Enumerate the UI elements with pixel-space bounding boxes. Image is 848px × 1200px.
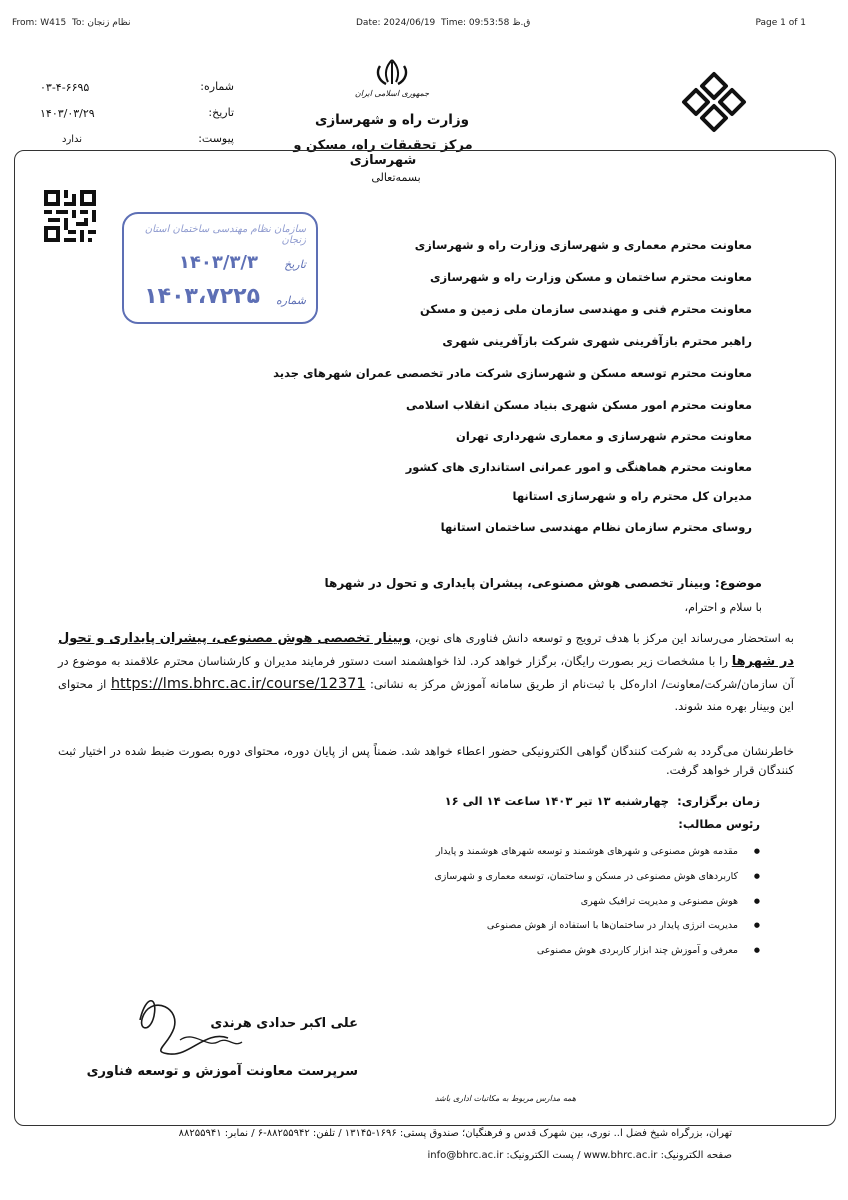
- stamp-org: سازمان نظام مهندسی ساختمان استان زنجان: [144, 224, 306, 246]
- qr-code: [44, 190, 96, 242]
- footer-email[interactable]: info@bhrc.ac.ir: [427, 1150, 504, 1161]
- para1-body: را با مشخصات زیر بصورت رایگان، برگزار خواهد کرد. لذا خواهشمند است دستور فرمایند مدیران و کارشناسان محترم علاقمند به موضوع در آن سازمان/شرکت/معاونت/ اداره‌کل با ثبت‌نام از طریق سامانه آموزش مرکز به نشانی:: [58, 654, 794, 691]
- fax-date-text: Date: 2024/06/19: [356, 18, 436, 28]
- footer-web-label: صفحه الکترونیک:: [660, 1150, 732, 1161]
- recipient-line: روسای محترم سازمان نظام مهندسی ساختمان استانها: [440, 520, 752, 534]
- body-paragraph-1: [58, 627, 794, 717]
- footer-email-label: / پست الکترونیک:: [506, 1150, 581, 1161]
- center-name: مرکز تحقیقات راه، مسکن و شهرسازی: [293, 138, 473, 168]
- received-stamp: [122, 212, 318, 324]
- attachment-label: پیوست:: [198, 132, 234, 145]
- stamp-number-value: ۱۴۰۳،۷۲۲۵: [144, 284, 260, 309]
- fax-date: [356, 18, 530, 28]
- event-time: [445, 794, 760, 808]
- number-value: ۰۳-۴-۶۶۹۵: [40, 81, 90, 94]
- iran-emblem-icon: [372, 58, 412, 88]
- ministry-name: وزارت راه و شهرسازی: [314, 112, 470, 128]
- fax-ampm-text: ق.ظ: [512, 18, 531, 28]
- topics-label: رئوس مطالب:: [678, 817, 760, 831]
- stamp-date-value: ۱۴۰۳/۳/۳: [178, 252, 258, 273]
- body-paragraph-2: خاطرنشان می‌گردد به شرکت کنندگان گواهی الکترونیکی حضور اعطاء خواهد شد. ضمناً پس از پایان دوره، محتوای دوره بصورت ضبط شده در اختیار ثبت کنندگان قرار خواهد گرفت.: [58, 744, 794, 777]
- topic-item: ● مقدمه هوش مصنوعی و شهرهای هوشمند و توسعه شهرهای هوشمند و پایدار: [436, 846, 738, 857]
- basmala: بسمه‌تعالی: [371, 171, 421, 184]
- recipient-line: معاونت محترم معماری و شهرسازی وزارت راه و شهرسازی: [414, 238, 752, 252]
- topic-item: ● معرفی و آموزش چند ابزار کاربردی هوش مصنوعی: [537, 945, 738, 956]
- para1-end: از محتوای این وبینار بهره مند شوند.: [58, 677, 794, 713]
- webinar-title: وبینار تخصصی هوش مصنوعی، پیشران پایداری و تحول در شهرها: [58, 631, 794, 669]
- fax-to-text: To: نظام زنجان: [72, 18, 131, 28]
- recipient-line: معاونت محترم هماهنگی و امور عمرانی استانداری های کشور: [405, 460, 752, 474]
- registration-link[interactable]: https://lms.bhrc.ac.ir/course/12371: [110, 676, 366, 692]
- topic-item: ● مدیریت انرژی پایدار در ساختمان‌ها با استفاده از هوش مصنوعی: [487, 920, 738, 931]
- footer-website[interactable]: www.bhrc.ac.ir: [583, 1150, 658, 1161]
- signer-title: سرپرست معاونت آموزش و توسعه فناوری: [86, 1064, 358, 1079]
- number-label: شماره:: [200, 80, 234, 93]
- bottom-note: همه مدارس مربوط به مکاتبات اداری باشد: [434, 1094, 576, 1103]
- emblem-caption: جمهوری اسلامی ایران: [354, 89, 430, 98]
- recipient-line: معاونت محترم شهرسازی و معماری شهرداری تهران: [456, 429, 752, 443]
- event-time-label: زمان برگزاری:: [677, 794, 760, 808]
- para1-intro: به استحضار می‌رساند این مرکز با هدف ترویج و توسعه دانش فناوری های نوین،: [410, 631, 795, 645]
- fax-from-text: From: W415: [12, 18, 67, 28]
- attachment-value: ندارد: [62, 134, 83, 145]
- stamp-date-label: تاریخ: [284, 258, 306, 271]
- greeting: با سلام و احترام،: [684, 601, 762, 614]
- footer-address: تهران، بزرگراه شیخ فضل ا.. نوری، بین شهرک قدس و فرهنگیان؛ صندوق پستی: ۱۶۹۶-۱۳۱۴۵ / تلفن: ۸۸۲۵۵۹۴۲-۶ / نمابر: ۸۸۲۵۵۹۴۱: [178, 1128, 732, 1139]
- recipient-line: معاونت محترم امور مسکن شهری بنیاد مسکن انقلاب اسلامی: [406, 398, 752, 412]
- date-label: تاریخ:: [208, 106, 234, 119]
- recipient-line: معاونت محترم توسعه مسکن و شهرسازی شرکت مادر تخصصی عمران شهرهای جدید: [273, 366, 752, 380]
- date-value: ۱۴۰۳/۰۳/۲۹: [40, 107, 95, 120]
- footer-contact: [428, 1150, 733, 1161]
- topic-item: ● هوش مصنوعی و مدیریت ترافیک شهری: [581, 896, 738, 907]
- fax-page: [756, 18, 807, 28]
- bhrc-logo-icon: [680, 70, 748, 138]
- fax-time-text: Time: 09:53:58: [441, 18, 510, 28]
- recipient-line: معاونت محترم فنی و مهندسی سازمان ملی زمین و مسکن: [419, 302, 752, 316]
- event-time-value: چهارشنبه ۱۳ تیر ۱۴۰۳ ساعت ۱۴ الی ۱۶: [444, 794, 670, 808]
- recipient-line: مدیران کل محترم راه و شهرسازی استانها: [512, 489, 752, 503]
- fax-page-text: Page 1 of 1: [755, 18, 806, 28]
- fax-from: [12, 18, 130, 28]
- topic-item: ● کاربردهای هوش مصنوعی در مسکن و ساختمان، توسعه معماری و شهرسازی: [434, 871, 738, 882]
- signer-name: علی اکبر حدادی هرندی: [210, 1016, 358, 1031]
- subject-line: موضوع: وبینار تخصصی هوش مصنوعی، پیشران پایداری و تحول در شهرها: [324, 576, 762, 590]
- stamp-number-label: شماره: [275, 294, 306, 307]
- recipient-line: معاونت محترم ساختمان و مسکن وزارت راه و شهرسازی: [430, 270, 752, 284]
- recipient-line: راهبر محترم بازآفرینی شهری شرکت بازآفرینی شهری: [442, 334, 752, 348]
